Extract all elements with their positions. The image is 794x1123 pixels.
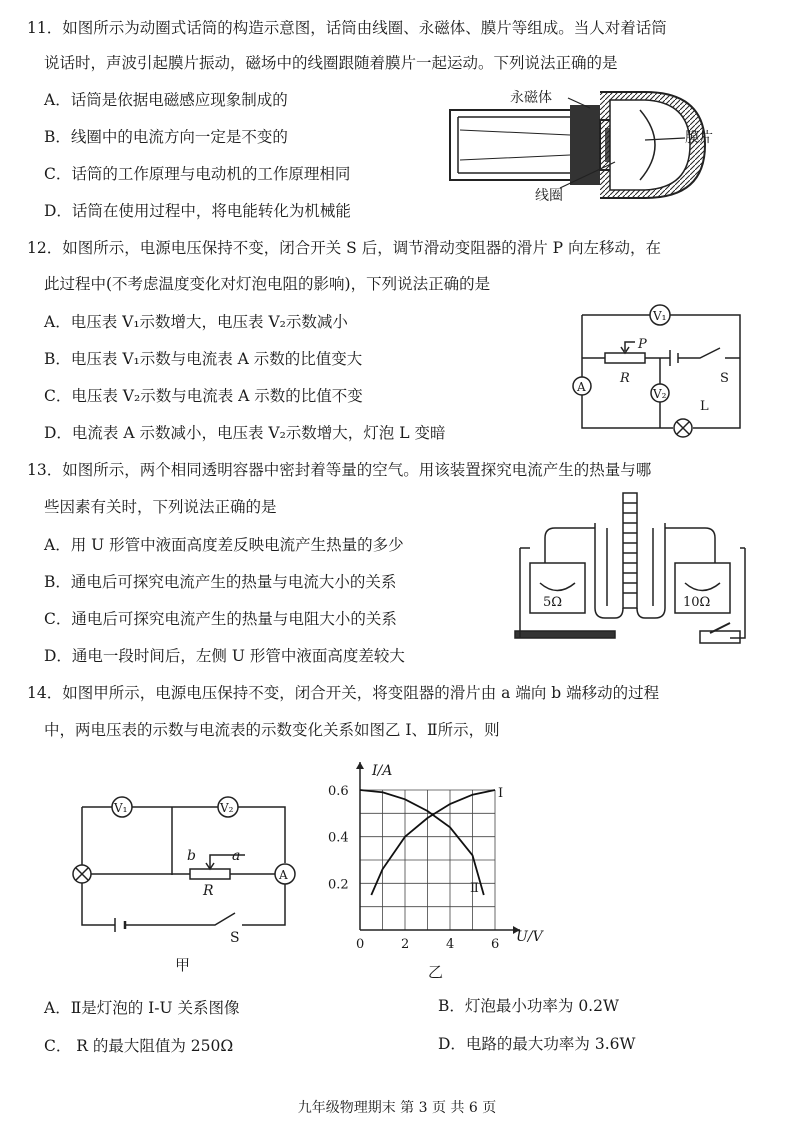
q14-option-a: A．Ⅱ是灯泡的 I-U 关系图像 xyxy=(44,999,240,1017)
label-membrane: 膜片 xyxy=(685,130,713,146)
q11-option-d: D．话筒在使用过程中，将电能转化为机械能 xyxy=(44,202,351,220)
y-axis-arrow xyxy=(356,762,364,769)
series-line-1 xyxy=(371,790,495,895)
chart-xlabel: U/V xyxy=(516,929,543,945)
q13-option-c: C．通电后可探究电流产生的热量与电阻大小的关系 xyxy=(44,610,397,628)
q12-lamp-label: L xyxy=(700,399,709,414)
q11-option-c: C．话筒的工作原理与电动机的工作原理相同 xyxy=(44,165,351,183)
q14-option-c: C． R 的最大阻值为 250Ω xyxy=(44,1037,234,1055)
q12-circuit-diagram xyxy=(560,290,760,440)
q12-stem-line1: 12．如图所示，电源电压保持不变，闭合开关 S 后，调节滑动变阻器的滑片 P 向左移动，在 xyxy=(27,239,661,257)
q13-resistor1-label: 5Ω xyxy=(543,595,563,610)
q11-stem-line1: 11．如图所示为动圈式话筒的构造示意图，话筒由线圈、永磁体、膜片等组成。当人对着话筒 xyxy=(27,19,667,37)
q12-option-a: A．电压表 V₁示数增大，电压表 V₂示数减小 xyxy=(44,313,348,331)
q13-option-b: B．通电后可探究电流产生的热量与电流大小的关系 xyxy=(44,573,397,591)
q13-stem-line2: 些因素有关时，下列说法正确的是 xyxy=(44,498,277,516)
label-coil: 线圈 xyxy=(535,188,563,204)
y-tick-label: 0.2 xyxy=(328,877,349,893)
q13-resistor2-label: 10Ω xyxy=(683,595,711,610)
q12-v1-label: V₁ xyxy=(653,309,667,323)
y-tick-label: 0.6 xyxy=(328,784,349,799)
q12-v2-label: V₂ xyxy=(653,387,667,401)
q12-option-c: C．电压表 V₂示数与电流表 A 示数的比值不变 xyxy=(44,387,363,405)
q12-switch-label: S xyxy=(720,371,729,386)
q12-ammeter-label: A xyxy=(577,380,586,394)
figure-yi-caption: 乙 xyxy=(428,963,444,981)
q14-ammeter-label: A xyxy=(279,868,288,882)
q12-option-d: D．电流表 A 示数减小，电压表 V₂示数增大，灯泡 L 变暗 xyxy=(44,424,446,442)
q13-option-a: A．用 U 形管中液面高度差反映电流产生热量的多少 xyxy=(44,536,404,554)
q14-option-d: D．电路的最大功率为 3.6W xyxy=(438,1035,636,1053)
q11-option-b: B．线圈中的电流方向一定是不变的 xyxy=(44,128,288,146)
q14-end-b-label: b xyxy=(187,848,196,864)
label-magnet: 永磁体 xyxy=(510,90,552,106)
q13-apparatus-diagram xyxy=(515,488,755,668)
y-tick-label: 0.4 xyxy=(328,830,349,846)
x-tick-label: 4 xyxy=(446,937,455,952)
q14-stem-line1: 14．如图甲所示，电源电压保持不变，闭合开关，将变阻器的滑片由 a 端向 b 端移动的过程 xyxy=(27,684,660,702)
q14-switch-label: S xyxy=(230,930,240,946)
q14-option-b: B．灯泡最小功率为 0.2W xyxy=(438,997,619,1015)
q12-stem-line2: 此过程中(不考虑温度变化对灯泡电阻的影响)，下列说法正确的是 xyxy=(44,275,491,293)
x-tick-label: 0 xyxy=(356,937,365,952)
chart-ticks xyxy=(328,784,499,952)
q14-stem-line2: 中，两电压表的示数与电流表的示数变化关系如图乙 Ⅰ、Ⅱ所示，则 xyxy=(44,721,500,739)
x-tick-label: 2 xyxy=(401,937,410,952)
q12-resistor-label: R xyxy=(620,371,630,386)
q12-option-b: B．电压表 V₁示数与电流表 A 示数的比值变大 xyxy=(44,350,363,368)
q11-stem-line2: 说话时，声波引起膜片振动，磁场中的线圈跟随着膜片一起运动。下列说法正确的是 xyxy=(44,54,618,72)
microphone-diagram xyxy=(440,80,790,210)
series-label-1: Ⅰ xyxy=(498,786,504,801)
q14-resistor-label: R xyxy=(203,883,214,899)
q14-v1-label: V₁ xyxy=(114,801,128,815)
q12-slider-label: P xyxy=(638,337,647,352)
q14-graph-yi xyxy=(320,755,543,985)
q13-option-d: D．通电一段时间后，左侧 U 形管中液面高度差较大 xyxy=(44,647,405,665)
chart-ylabel: I/A xyxy=(372,763,393,779)
q14-circuit-jia xyxy=(70,785,310,975)
q14-v2-label: V₂ xyxy=(220,801,234,815)
q14-end-a-label: a xyxy=(232,848,241,864)
x-tick-label: 6 xyxy=(491,937,500,952)
figure-jia-caption: 甲 xyxy=(175,956,191,974)
series-label-2: Ⅱ xyxy=(470,881,479,896)
page-footer: 九年级物理期末 第 3 页 共 6 页 xyxy=(297,1100,497,1116)
q13-stem-line1: 13．如图所示，两个相同透明容器中密封着等量的空气。用该装置探究电流产生的热量与哪 xyxy=(27,461,652,479)
q11-option-a: A．话筒是依据电磁感应现象制成的 xyxy=(44,91,288,109)
